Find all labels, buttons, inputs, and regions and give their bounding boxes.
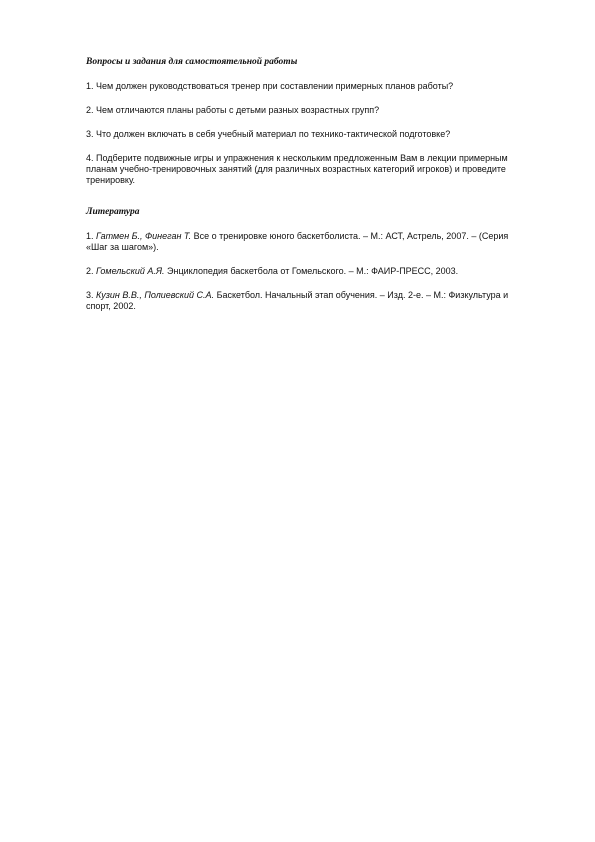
literature-ref (86, 231, 526, 253)
question-item: 2. Чем отличаются планы работы с детьми разных возрастных групп? (86, 105, 380, 115)
literature-heading: Литература (86, 207, 140, 217)
ref-number: 1. (86, 231, 97, 241)
question-item: 1. Чем должен руководствоваться тренер при составлении примерных планов работы? (86, 81, 454, 91)
ref-authors: Кузин В.В., Полиевский С.А. (96, 290, 215, 300)
ref-details: Все о тренировке юного баскетболиста. – М.: АСТ, Астрель, 2007. – (Серия «Шаг за шагом»). (86, 231, 509, 252)
question-item: 4. Подберите подвижные игры и упражнения к нескольким предложенным Вам в лекции примерным планам учебно-тренировочных занятий (для различных возрастных категорий игроков) и проведите тренировку. (86, 153, 508, 185)
page-content (86, 56, 526, 325)
questions-heading: Вопросы и задания для самостоятельной работы (86, 57, 298, 67)
ref-details: Баскетбол. Начальный этап обучения. – Изд. 2-е. – М.: Физкультура и спорт, 2002. (86, 290, 509, 311)
literature-ref (86, 290, 526, 312)
ref-authors: Гатмен Б., Финеган Т. (96, 231, 192, 241)
question-item: 3. Что должен включать в себя учебный материал по технико-тактической подготовке? (86, 129, 451, 139)
ref-number: 3. (86, 290, 97, 300)
ref-number: 2. (86, 266, 97, 276)
literature-ref (86, 266, 526, 277)
ref-authors: Гомельский А.Я. (96, 266, 165, 276)
ref-details: Энциклопедия баскетбола от Гомельского. – М.: ФАИР-ПРЕСС, 2003. (164, 266, 459, 276)
